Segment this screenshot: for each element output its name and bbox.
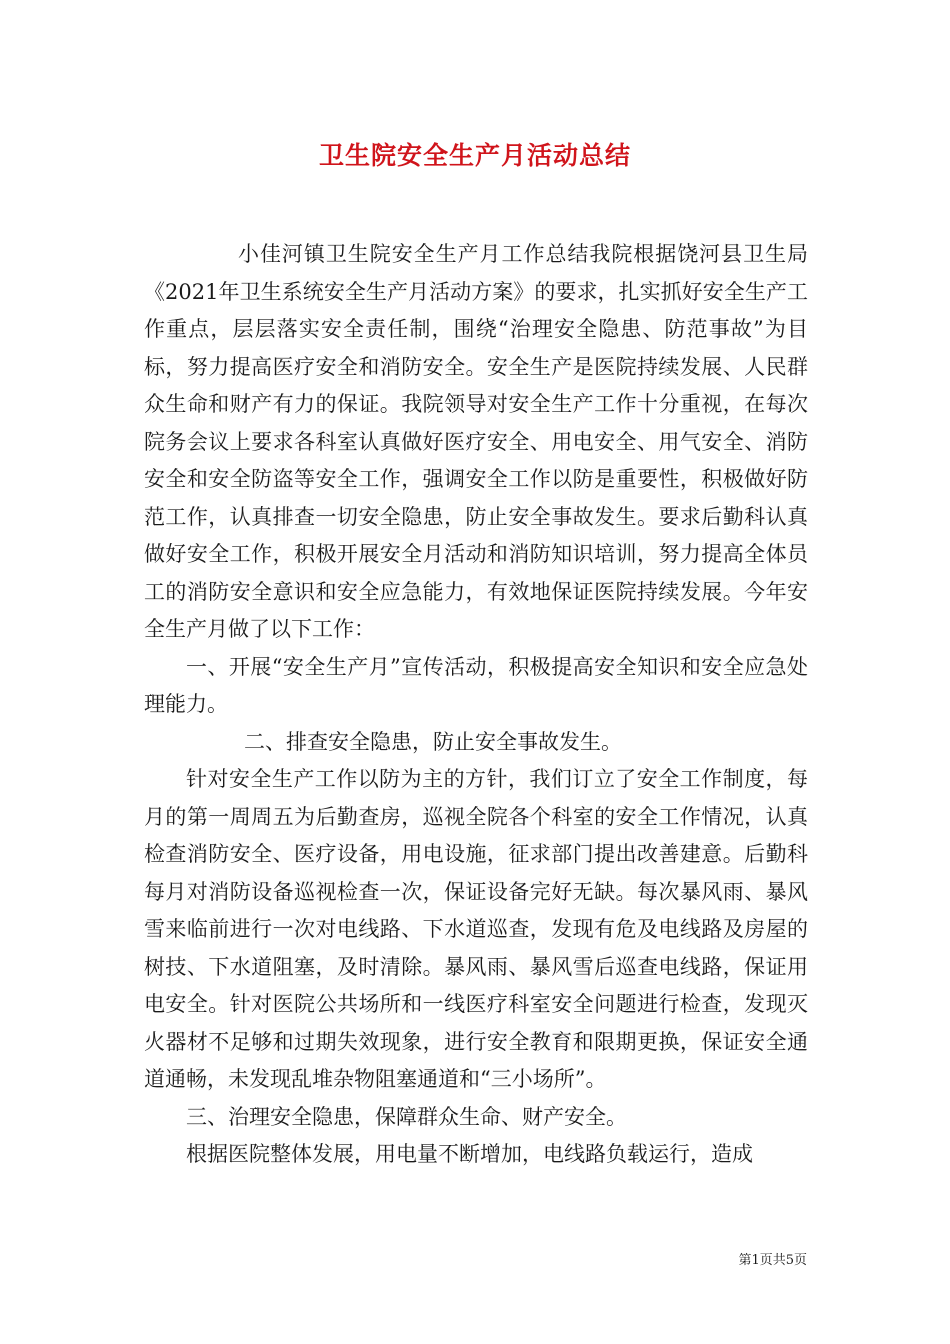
paragraph-section-one: 一、开展“安全生产月”宣传活动，积极提高安全知识和安全应急处理能力。: [144, 654, 808, 716]
page-number: 第1页共5页: [738, 1253, 807, 1268]
paragraph-section-two-body: 针对安全生产工作以防为主的方针，我们订立了安全工作制度，每月的第一周周五为后勤查房，巡视全院各个科室的安全工作情况，认真检查消防安全、医疗设备，用电设施，征求部门提出改善建意。后勤科每月对消防设备巡视检查一次，保证设备完好无缺。每次暴风雨、暴风雪来临前进行一次对电线路、下水道巡查，发现有危及电线路及房屋的树技、下水道阻塞，及时清除。暴风雨、暴风雪后巡查电线路，保证用电安全。针对医院公共场所和一线医疗科室安全问题进行检查，发现灭火器材不足够和过期失效现象，进行安全教育和限期更换，保证安全通道通畅，未发现乱堆杂物阻塞通道和“三小场所”。: [144, 767, 808, 1091]
paragraph-section-three-body: 根据医院整体发展，用电量不断增加，电线路负载运行，造成: [186, 1142, 753, 1166]
paragraph-section-three: 三、治理安全隐患，保障群众生命、财产安全。: [186, 1104, 627, 1129]
document-title: 卫生院安全生产月活动总结: [318, 141, 631, 170]
paragraph-intro: 小佳河镇卫生院安全生产月工作总结我院根据饶河县卫生局《2021年卫生系统安全生产月活动方案》的要求，扎实抓好安全生产工作重点，层层落实安全责任制，围绕“治理安全隐患、防范事故”为目标，努力提高医疗安全和消防安全。安全生产是医院持续发展、人民群众生命和财产有力的保证。我院领导对安全生产工作十分重视，在每次院务会议上要求各科室认真做好医疗安全、用电安全、用气安全、消防安全和安全防盗等安全工作，强调安全工作以防是重要性，积极做好防范工作，认真排查一切安全隐患，防止安全事故发生。要求后勤科认真做好安全工作，积极开展安全月活动和消防知识培训，努力提高全体员工的消防安全意识和安全应急能力，有效地保证医院持续发展。今年安全生产月做了以下工作：: [144, 242, 808, 641]
paragraph-section-two: 二、排查安全隐患，防止安全事故发生。: [244, 729, 622, 754]
document-body: [144, 236, 808, 1174]
